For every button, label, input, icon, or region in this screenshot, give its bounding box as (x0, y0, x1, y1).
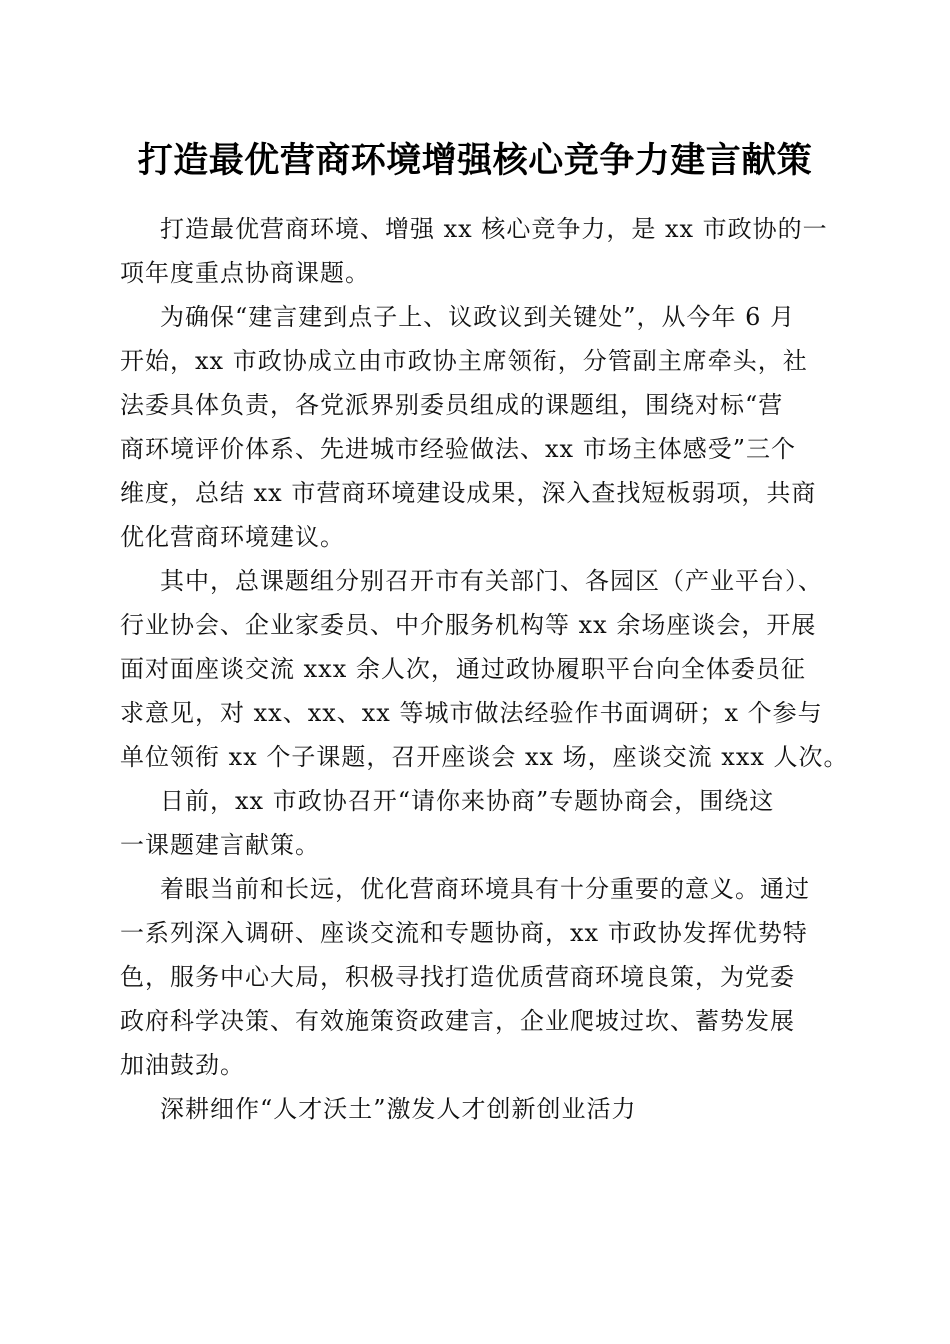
paragraph-line: 政府科学决策、有效施策资政建言，企业爬坡过坎、蓄势发展 (120, 1007, 795, 1035)
section-heading (120, 1087, 825, 1131)
paragraph-line: 深耕细作“人才沃土”激发人才创新创业活力 (160, 1095, 637, 1123)
paragraph-line: 一系列深入调研、座谈交流和专题协商，xx 市政协发挥优势特 (120, 919, 808, 947)
paragraph-line: 维度，总结 xx 市营商环境建设成果，深入查找短板弱项，共商 (120, 479, 817, 507)
paragraph-line: 打造最优营商环境、增强 xx 核心竞争力，是 xx 市政协的一 (160, 215, 828, 243)
paragraph-line: 行业协会、企业家委员、中介服务机构等 xx 余场座谈会，开展 (120, 611, 817, 639)
paragraph-line: 色，服务中心大局，积极寻找打造优质营商环境良策，为党委 (120, 963, 795, 991)
paragraph-2 (120, 295, 825, 559)
paragraph-line: 开始，xx 市政协成立由市政协主席领衔，分管副主席牵头，社 (120, 347, 808, 375)
paragraph-line: 为确保“建言建到点子上、议政议到关键处”，从今年 6 月 (160, 303, 796, 331)
paragraph-3 (120, 559, 849, 779)
paragraph-4 (120, 779, 825, 867)
paragraph-line: 法委具体负责，各党派界别委员组成的课题组，围绕对标“营 (120, 391, 784, 419)
paragraph-line: 加油鼓劲。 (120, 1051, 245, 1079)
paragraph-line: 求意见，对 xx、xx、xx 等城市做法经验作书面调研；x 个参与 (120, 699, 823, 727)
paragraph-line: 一课题建言献策。 (120, 831, 320, 859)
paragraph-line: 面对面座谈交流 xxx 余人次，通过政协履职平台向全体委员征 (120, 655, 806, 683)
paragraph-line: 日前，xx 市政协召开“请你来协商”专题协商会，围绕这 (160, 787, 775, 815)
paragraph-line: 项年度重点协商课题。 (120, 259, 370, 287)
paragraph-line: 着眼当前和长远，优化营商环境具有十分重要的意义。通过 (160, 875, 810, 903)
paragraph-line: 商环境评价体系、先进城市经验做法、xx 市场主体感受”三个 (120, 435, 796, 463)
document-title: 打造最优营商环境增强核心竞争力建言献策 (137, 140, 813, 181)
paragraph-line: 优化营商环境建议。 (120, 523, 345, 551)
paragraph-line: 其中，总课题组分别召开市有关部门、各园区（产业平台）、 (160, 567, 823, 595)
document-body (120, 207, 849, 1131)
paragraph-line: 单位领衔 xx 个子课题，召开座谈会 xx 场，座谈交流 xxx 人次。 (120, 743, 849, 771)
paragraph-5 (120, 867, 825, 1087)
paragraph-1 (120, 207, 828, 295)
